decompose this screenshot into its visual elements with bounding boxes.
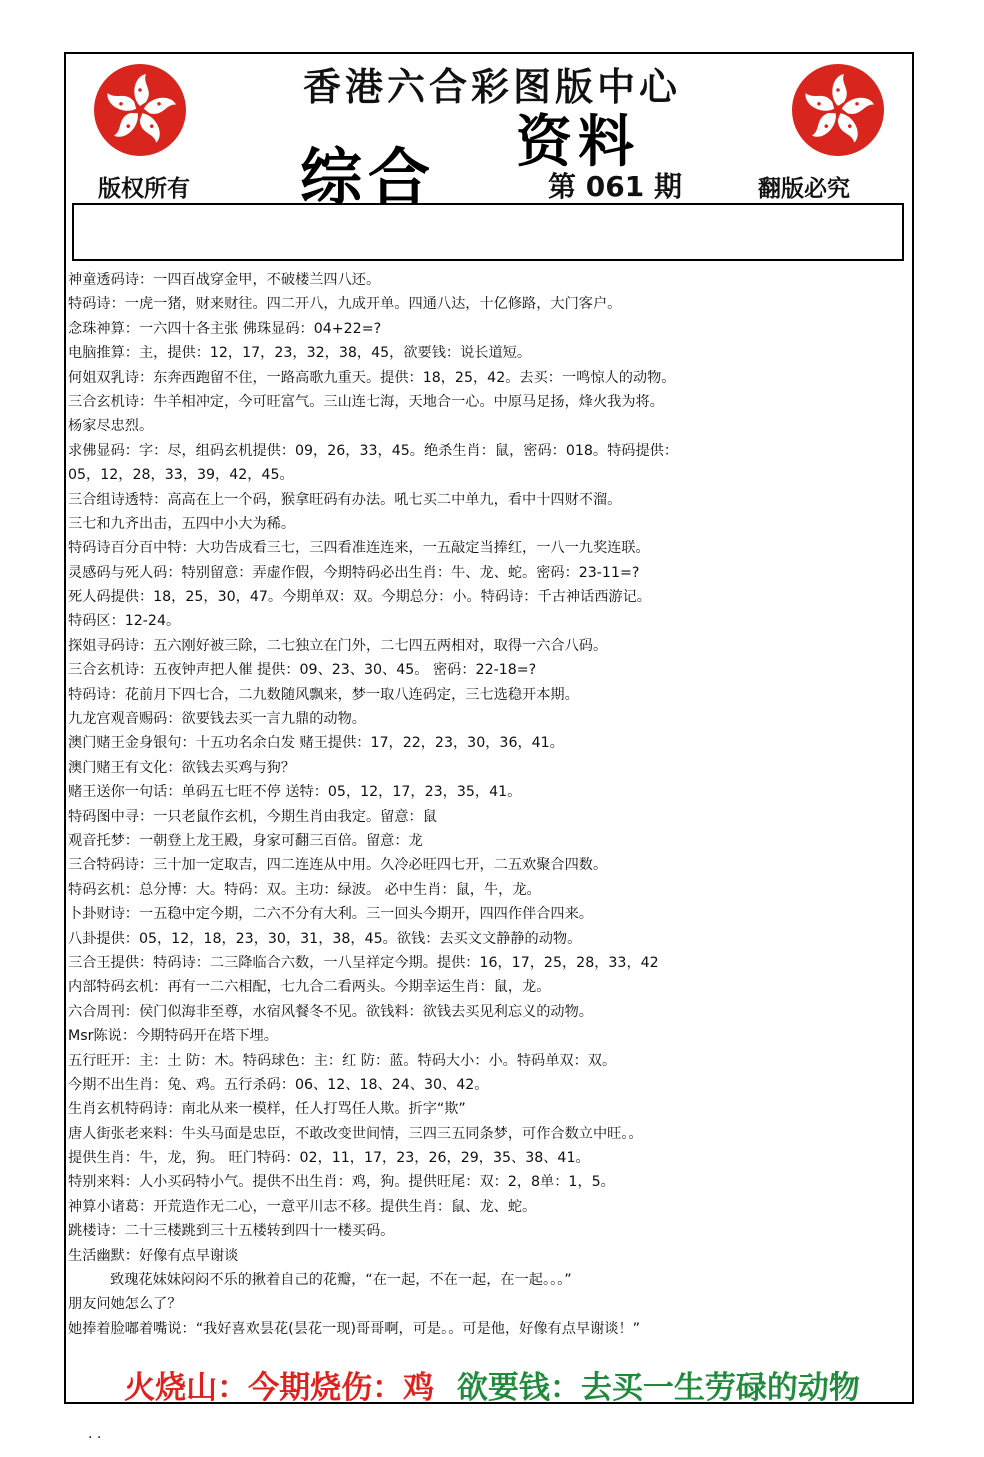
list-item: 八卦提供：05，12，18，23，30，31，38，45。欲钱：去买文文静静的动物。: [68, 930, 582, 947]
list-item: 求佛显码：字：尽，组码玄机提供：09，26，33，45。绝杀生肖：鼠，密码：018。特码提供：: [68, 442, 679, 459]
list-item: 神算小诸葛：开荒造作无二心，一意平川志不移。提供生肖：鼠、龙、蛇。: [68, 1198, 537, 1215]
main-title-part-1: 综合: [300, 141, 437, 214]
list-item: 电脑推算：主，提供：12，17，23，32，38，45，欲要钱：说长道短。: [68, 345, 532, 362]
issue-number: 第 061 期: [548, 170, 682, 203]
list-item: 三合王提供：特码诗：二三降临合六数，一八呈祥定今期。提供：16，17，25，28，33，42: [68, 954, 659, 971]
list-item: 生活幽默：好像有点早谢谈: [68, 1247, 239, 1264]
list-item: 特码诗：花前月下四七合，二九数随风飘来，梦一取八连码定，三七选稳开本期。: [68, 686, 579, 703]
main-title-part-2: 资料: [516, 109, 640, 175]
publisher-title: 香港六合彩图版中心: [302, 65, 681, 109]
list-item: 观音托梦：一朝登上龙王殿，身家可翻三百倍。留意：龙: [68, 832, 423, 849]
list-item: 三合组诗透特：高高在上一个码，猴拿旺码有办法。吼七买二中单九，看中十四财不溜。: [68, 491, 622, 508]
stray-mark: . .: [88, 1426, 102, 1442]
list-item: 灵感码与死人码：特别留意：弄虚作假，今期特码必出生肖：牛、龙、蛇。密码：23-11=?: [68, 564, 640, 581]
list-item: 五行旺开：主：土 防：木。特码球色：主：红 防：蓝。特码大小：小。特码单双：双。: [68, 1052, 617, 1069]
list-item: 何姐双乳诗：东奔西跑留不住，一路高歌九重天。提供：18，25，42。去买：一鸣惊人的动物。: [68, 369, 676, 386]
no-copy-label: 翻版必究: [758, 176, 850, 202]
list-item: 特码诗：一虎一猪，财来财往。四二开八，九成开单。四通八达，十亿修路，大门客户。: [68, 296, 622, 313]
list-item: 致瑰花妹妹闷闷不乐的揪着自己的花瓣，“在一起，不在一起，在一起。。。”: [110, 1272, 572, 1289]
footer-banner: [0, 1362, 984, 1407]
list-item: 念珠神算：一六四十各主张 佛珠显码：04+22=?: [68, 320, 382, 337]
list-item: 唐人街张老来料：牛头马面是忠臣，不敢改变世间情，三四三五同条梦，可作合数立中旺。。: [68, 1125, 643, 1142]
content-lines: [68, 268, 908, 1341]
list-item: 卜卦财诗：一五稳中定今期，二六不分有大利。三一回头今期开，四四作伴合四来。: [68, 906, 593, 923]
list-item: 特别来料：人小买码特小气。提供不出生肖：鸡，狗。提供旺尾：双：2，8单：1，5。: [68, 1174, 615, 1191]
list-item: 05，12，28，33，39，42，45。: [68, 467, 294, 484]
list-item: 杨家尽忠烈。: [68, 418, 154, 435]
list-item: 死人码提供：18，25，30，47。今期单双：双。今期总分：小。特码诗：千古神话西游记。: [68, 589, 651, 606]
list-item: 三合玄机诗：牛羊相冲定，今可旺富气。三山连七海，天地合一心。中原马足扬，烽火我为将。: [68, 393, 664, 410]
list-item: 生肖玄机特码诗：南北从来一模样，任人打骂任人欺。折字“欺”: [68, 1101, 466, 1118]
list-item: 澳门赌王有文化：欲钱去买鸡与狗？: [68, 759, 296, 776]
list-item: Msr陈说：今期特码开在塔下埋。: [68, 1028, 278, 1045]
list-item: 她捧着脸嘟着嘴说：“我好喜欢昙花(昙花一现)哥哥啊，可是。。可是他，好像有点早谢谈！”: [68, 1320, 640, 1337]
list-item: 探姐寻码诗：五六刚好被三除，二七独立在门外，二七四五两相对，取得一六合八码。: [68, 637, 608, 654]
list-item: 神童透码诗：一四百战穿金甲，不破楼兰四八还。: [68, 272, 381, 288]
list-item: 特码玄机：总分博：大。特码：双。主功：绿波。 必中生肖：鼠，牛，龙。: [68, 881, 541, 898]
list-item: 澳门赌王金身银句：十五功名余白发 赌王提供：17，22，23，30，36，41。: [68, 735, 564, 752]
copyright-label: 版权所有: [98, 176, 190, 202]
list-item: 内部特码玄机：再有一二六相配，七九合二看两头。今期幸运生肖：鼠，龙。: [68, 979, 551, 996]
list-item: 特码图中寻：一只老鼠作玄机，今期生肖由我定。留意：鼠: [68, 808, 437, 825]
footer-money-text: 欲要钱：去买一生劳碌的动物: [456, 1370, 860, 1406]
footer-fire-text: 火烧山：今期烧伤：鸡: [124, 1370, 435, 1406]
list-item: 三合玄机诗：五夜钟声把人催 提供：09、23、30、45。 密码：22-18=?: [68, 662, 537, 679]
list-item: 特码区：12-24。: [68, 613, 181, 630]
list-item: 九龙宫观音赐码：欲要钱去买一言九鼎的动物。: [68, 711, 366, 728]
list-item: 跳楼诗：二十三楼跳到三十五楼转到四十一楼买码。: [68, 1223, 395, 1240]
list-item: 朋友问她怎么了？: [68, 1296, 182, 1313]
list-item: 六合周刊：侯门似海非至尊，水宿风餐冬不见。欲钱料：欲钱去买见利忘义的动物。: [68, 1003, 593, 1020]
list-item: 三合特码诗：三十加一定取吉，四二连连从中用。久冷必旺四七开，二五欢聚合四数。: [68, 857, 608, 874]
list-item: 三七和九齐出击，五四中小大为稀。: [68, 515, 296, 532]
list-item: 提供生肖：牛，龙，狗。 旺门特码：02，11，17，23，26，29，35、38、41。: [68, 1150, 590, 1167]
blank-banner-box: [72, 203, 904, 261]
list-item: 特码诗百分百中特：大功告成看三七，三四看准连连来，一五敲定当捧红，一八一九奖连联。: [68, 540, 650, 557]
list-item: 今期不出生肖：兔、鸡。五行杀码：06、12、18、24、30、42。: [68, 1076, 489, 1093]
list-item: 赌王送你一句话：单码五七旺不停 送特：05，12，17，23，35，41。: [68, 784, 522, 801]
